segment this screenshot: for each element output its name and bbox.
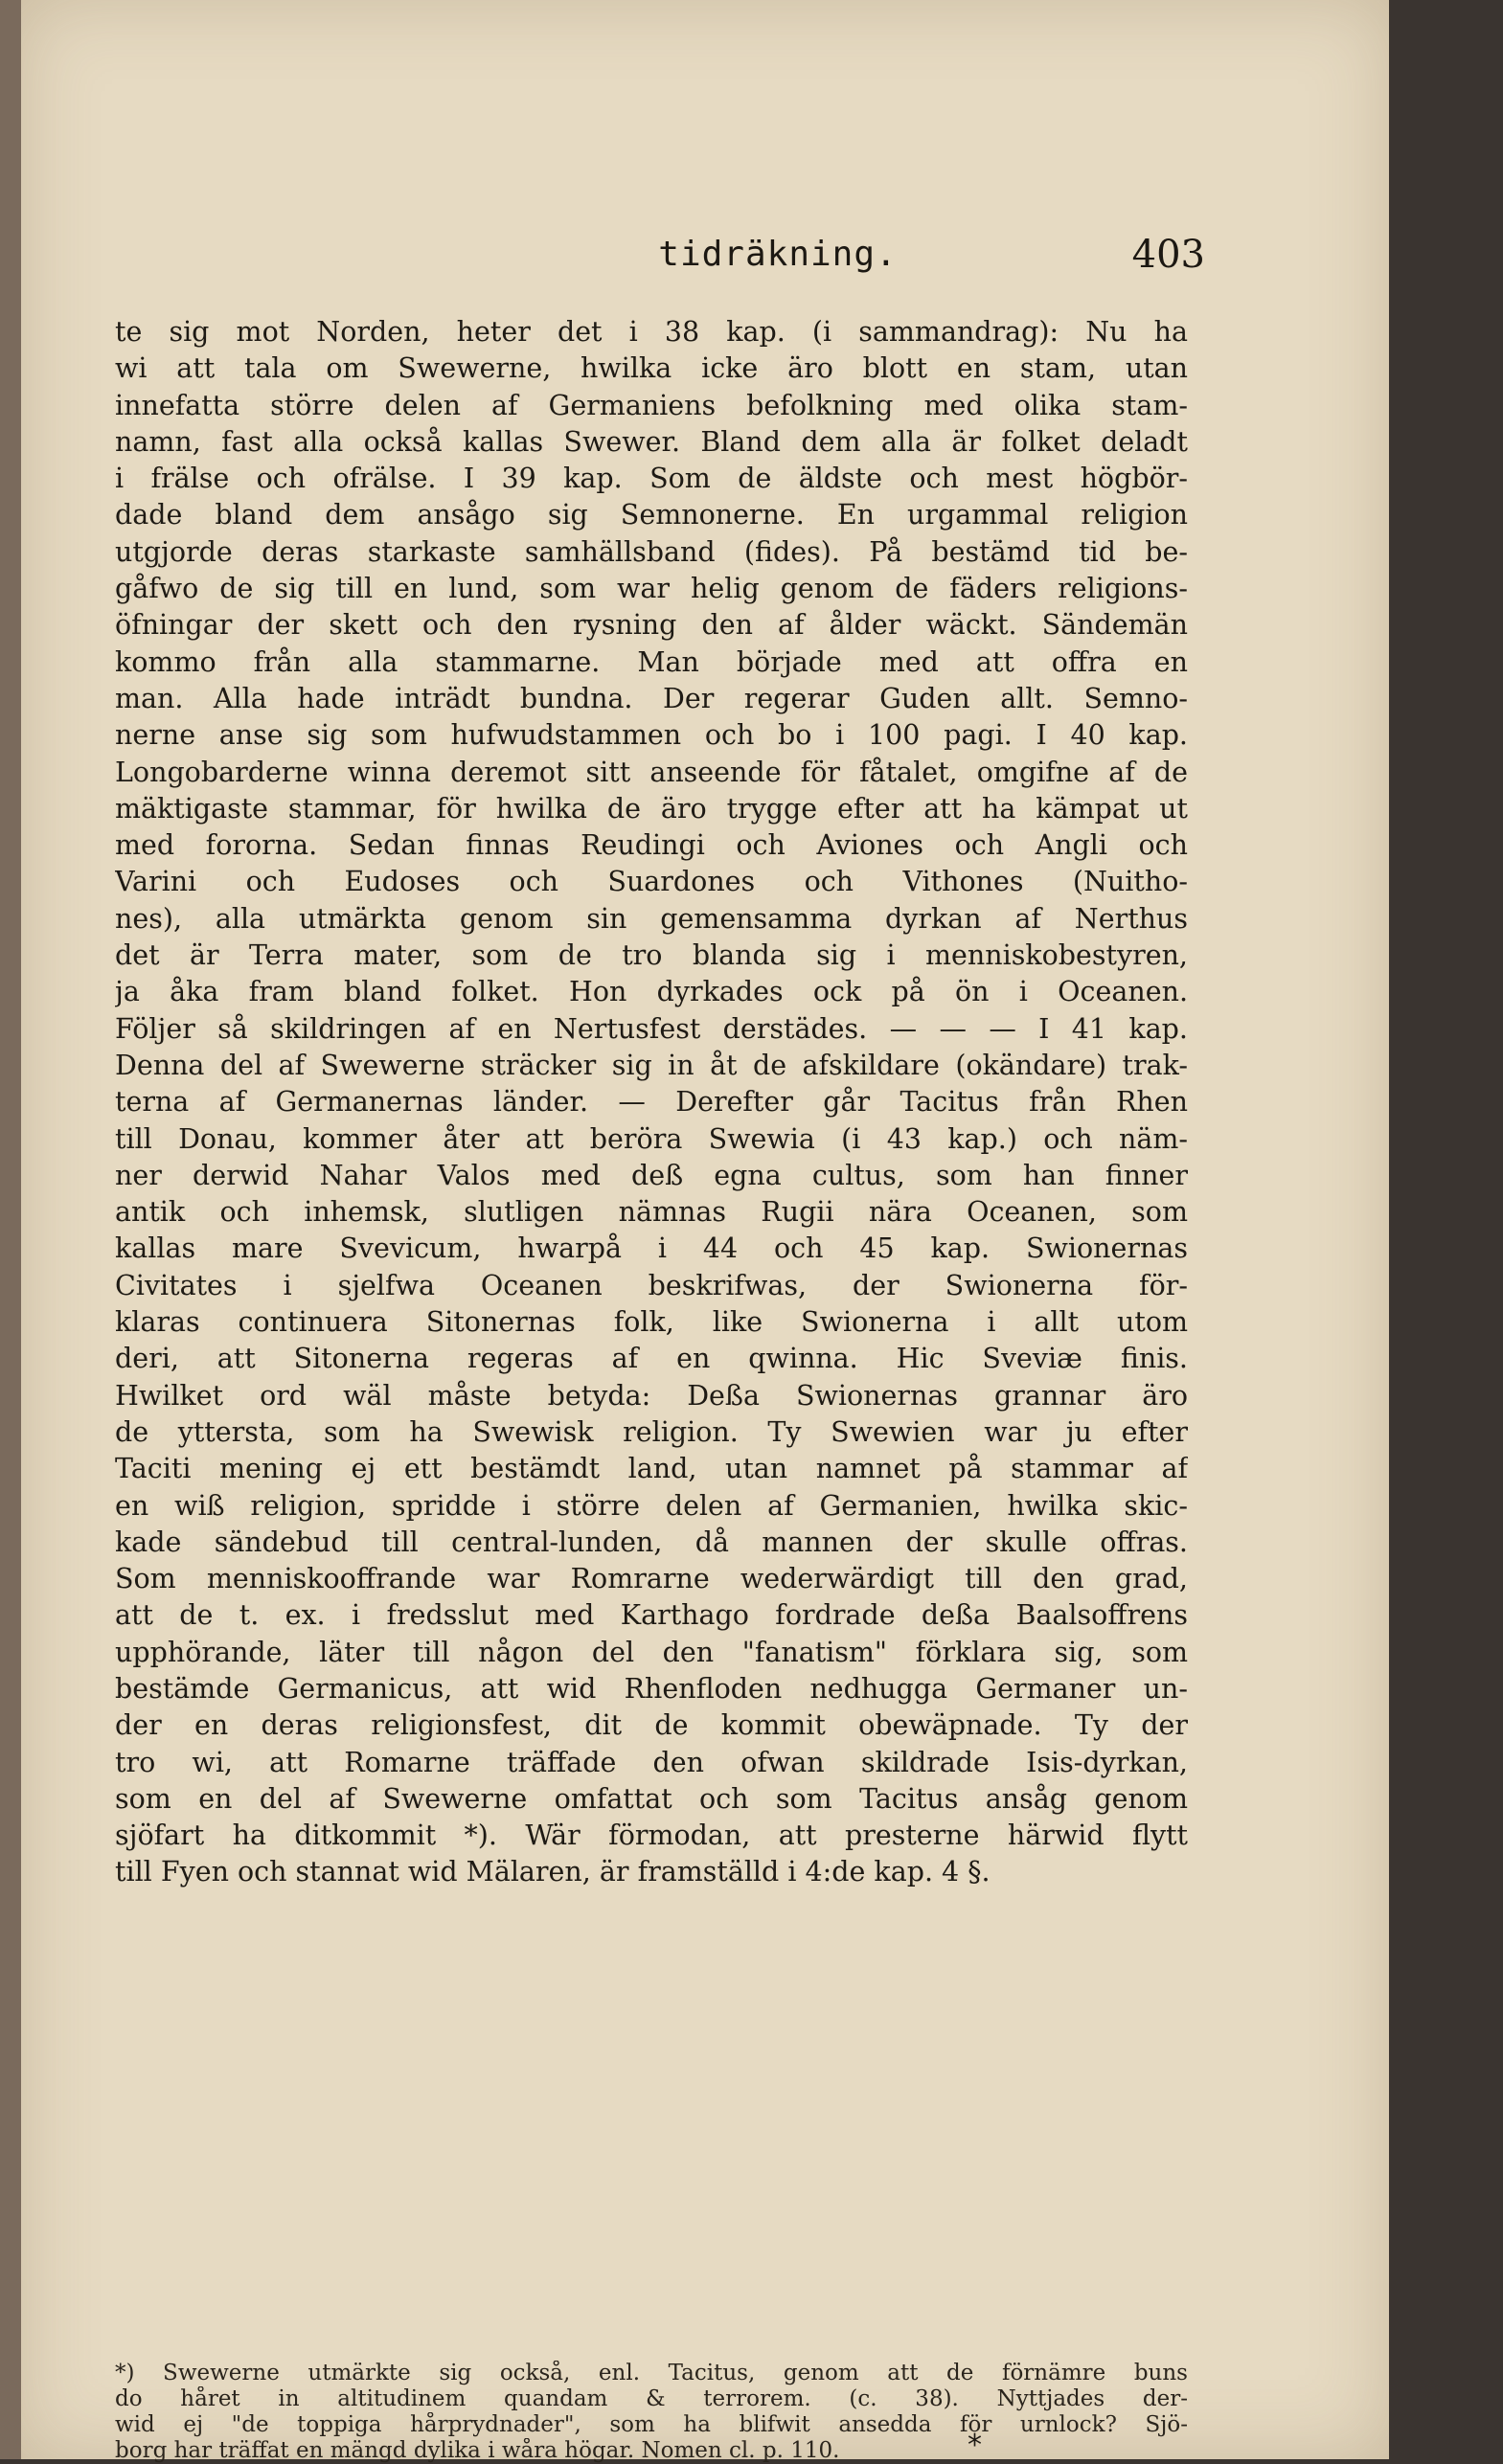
text-line: med fororna. Sedan finnas Reudingi och Aviones och Angli och — [115, 829, 1188, 862]
text-line: gåfwo de sig till en lund, som war helig genom de fäders religions- — [115, 573, 1188, 605]
text-line: Denna del af Swewerne sträcker sig in åt de afskildare (okändare) trak- — [115, 1049, 1188, 1081]
text-line: Taciti mening ej ett bestämdt land, utan namnet på stammar af — [115, 1453, 1188, 1485]
text-line: nes), alla utmärkta genom sin gemensamma dyrkan af Nerthus — [115, 902, 1188, 935]
text-line: kade sändebud till central-lunden, då mannen der skulle offras. — [115, 1526, 1188, 1558]
text-line: upphörande, läter till någon del den "fanatism" förklara sig, som — [115, 1636, 1188, 1668]
text-line: nerne anse sig som hufwudstammen och bo i 100 pagi. I 40 kap. — [115, 719, 1188, 752]
text-line: tro wi, att Romarne träffade den ofwan skildrade Isis-dyrkan, — [115, 1746, 1188, 1778]
text-line: ner derwid Nahar Valos med deß egna cultus, som han finner — [115, 1159, 1188, 1191]
text-line: sjöfart ha ditkommit *). Wär förmodan, att presterne härwid flytt — [115, 1820, 1188, 1852]
text-line: te sig mot Norden, heter det i 38 kap. (i sammandrag): Nu ha — [115, 316, 1188, 348]
text-line: antik och inhemsk, slutligen nämnas Rugii nära Oceanen, som — [115, 1196, 1188, 1229]
text-line: man. Alla hade inträdt bundna. Der regerar Guden allt. Semno- — [115, 682, 1188, 714]
text-line: bestämde Germanicus, att wid Rhenfloden nedhugga Germaner un- — [115, 1672, 1188, 1705]
text-line: Longobarderne winna deremot sitt anseende för fåtalet, omgifne af de — [115, 756, 1188, 788]
text-line: Civitates i sjelfwa Oceanen beskrifwas, der Swionerna för- — [115, 1269, 1188, 1301]
text-line: namn, fast alla också kallas Swewer. Bland dem alla är folket deladt — [115, 425, 1188, 458]
text-line: innefatta större delen af Germaniens befolkning med olika stam- — [115, 389, 1188, 421]
signature-mark: * — [968, 2429, 982, 2462]
text-line: Som menniskooffrande war Romrarne wederwärdigt till den grad, — [115, 1563, 1188, 1595]
text-line: ja åka fram bland folket. Hon dyrkades ock på ön i Oceanen. — [115, 976, 1188, 1008]
text-line: dade bland dem ansågo sig Semnonerne. En urgammal religion — [115, 499, 1188, 531]
body-text — [115, 314, 1188, 1891]
text-line: Hwilket ord wäl måste betyda: Deßa Swionernas grannar äro — [115, 1379, 1188, 1412]
footnote-line: wid ej "de toppiga hårprydnader", som ha blifwit ansedda för urnlock? Sjö- — [115, 2412, 1188, 2437]
text-line: till Fyen och stannat wid Mälaren, är framställd i 4:de kap. 4 §. — [115, 1856, 991, 1888]
text-line: kommo från alla stammarne. Man började med att offra en — [115, 645, 1188, 678]
footnote-line: do håret in altitudinem quandam & terrorem. (c. 38). Nyttjades der- — [115, 2386, 1188, 2411]
text-line: Följer så skildringen af en Nertusfest derstädes. — — — I 41 kap. — [115, 1012, 1188, 1045]
text-line: terna af Germanernas länder. — Derefter går Tacitus från Rhen — [115, 1086, 1188, 1119]
dark-background — [1389, 0, 1503, 2459]
text-line: det är Terra mater, som de tro blanda sig i menniskobestyren, — [115, 939, 1188, 972]
text-line: utgjorde deras starkaste samhällsband (fides). På bestämd tid be- — [115, 535, 1188, 568]
book-binding-edge — [0, 0, 21, 2459]
text-line: att de t. ex. i fredsslut med Karthago fordrade deßa Baalsoffrens — [115, 1599, 1188, 1632]
text-line: de yttersta, som ha Swewisk religion. Ty Swewien war ju efter — [115, 1415, 1188, 1448]
text-line: deri, att Sitonerna regeras af en qwinna. Hic Sveviæ finis. — [115, 1343, 1188, 1375]
text-line: i frälse och ofrälse. I 39 kap. Som de äldste och mest högbör- — [115, 463, 1188, 495]
footnote-line: borg har träffat en mängd dylika i wåra högar. Nomen cl. p. 110. — [115, 2438, 840, 2463]
text-line: kallas mare Svevicum, hwarpå i 44 och 45 kap. Swionernas — [115, 1232, 1188, 1265]
footnotes — [115, 2361, 1188, 2464]
text-line: öfningar der skett och den rysning den af ålder wäckt. Sändemän — [115, 609, 1188, 642]
text-line: till Donau, kommer åter att beröra Swewia (i 43 kap.) och näm- — [115, 1122, 1188, 1155]
text-line: en wiß religion, spridde i större delen af Germanien, hwilka skic- — [115, 1489, 1188, 1522]
text-line: som en del af Swewerne omfattat och som Tacitus ansåg genom — [115, 1782, 1188, 1815]
text-line: mäktigaste stammar, för hwilka de äro trygge efter att ha kämpat ut — [115, 792, 1188, 825]
page-number: 403 — [1131, 233, 1205, 277]
footnote-line: *) Swewerne utmärkte sig också, enl. Tacitus, genom att de förnämre buns — [115, 2361, 1188, 2385]
text-line: wi att tala om Swewerne, hwilka icke äro blott en stam, utan — [115, 352, 1188, 385]
text-line: klaras continuera Sitonernas folk, like Swionerna i allt utom — [115, 1306, 1188, 1339]
text-line: Varini och Eudoses och Suardones och Vithones (Nuitho- — [115, 866, 1188, 898]
text-line: der en deras religionsfest, dit de kommit obewäpnade. Ty der — [115, 1709, 1188, 1742]
running-head: tidräkning. — [658, 235, 898, 274]
